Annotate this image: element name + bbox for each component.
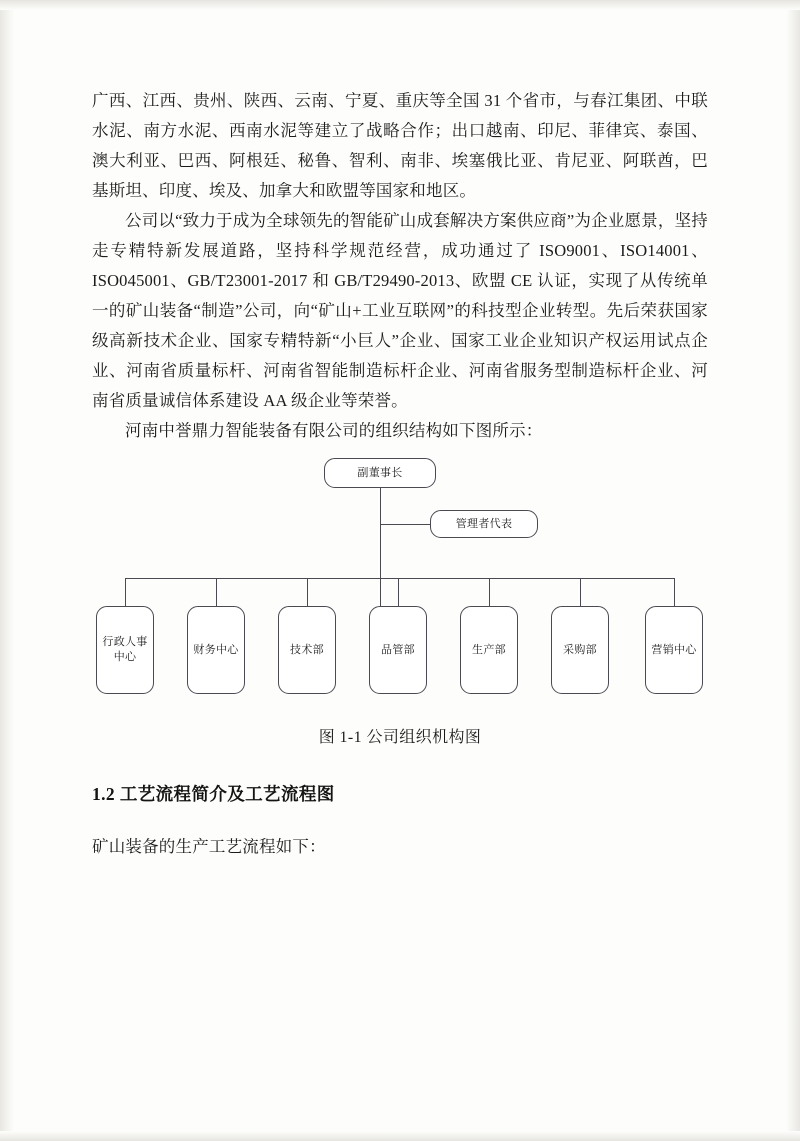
page-edge-shadow-bottom	[0, 1131, 800, 1141]
connector-drop-7	[674, 578, 675, 606]
page-edge-shadow-top	[0, 0, 800, 10]
paragraph-closing: 矿山装备的生产工艺流程如下：	[92, 837, 326, 856]
paragraph-3: 河南中誉鼎力智能装备有限公司的组织结构如下图所示：	[125, 421, 543, 440]
connector-bus	[125, 578, 674, 579]
page-edge-shadow-right	[786, 0, 800, 1141]
paragraph-2: 公司以“致力于成为全球领先的智能矿山成套解决方案供应商”为企业愿景，坚持走专精特新发展道路，坚持科学规范经营，成功通过了 ISO9001、ISO14001、ISO045001、GB/T23001-2017 和 GB/T29490-2013、欧盟 CE 认证，实现了从传统单一的矿山装备“制造”公司，向“矿山+工业互联网”的科技型企业转型。先后荣获国家级高新技术企业、国家专精特新“小巨人”企业、国家工业企业知识产权运用试点企业、河南省质量标杆、河南省智能制造标杆企业、河南省服务型制造标杆企业、河南省质量诚信体系建设 AA 级企业等荣誉。	[92, 211, 708, 410]
document-body	[92, 86, 708, 862]
connector-trunk	[380, 488, 381, 610]
org-node-leaf-7: 营销中心	[645, 606, 703, 694]
connector-drop-4	[398, 578, 399, 606]
page-edge-shadow-left	[0, 0, 14, 1141]
org-node-leaf-4: 品管部	[369, 606, 427, 694]
connector-drop-1	[125, 578, 126, 606]
org-chart-figure	[92, 458, 708, 708]
org-node-leaf-1: 行政人事中心	[96, 606, 154, 694]
figure-caption: 图 1-1 公司组织机构图	[318, 729, 482, 746]
org-node-management-rep: 管理者代表	[430, 510, 538, 538]
connector-drop-2	[216, 578, 217, 606]
connector-drop-3	[307, 578, 308, 606]
paragraph-1: 广西、江西、贵州、陕西、云南、宁夏、重庆等全国 31 个省市，与春江集团、中联水泥、南方水泥、西南水泥等建立了战略合作；出口越南、印尼、菲律宾、泰国、澳大利亚、巴西、阿根廷、秘鲁、智利、南非、埃塞俄比亚、肯尼亚、阿联酋，巴基斯坦、印度、埃及、加拿大和欧盟等国家和地区。	[92, 91, 708, 200]
org-node-leaf-6: 采购部	[551, 606, 609, 694]
connector-drop-6	[580, 578, 581, 606]
org-node-leaf-3: 技术部	[278, 606, 336, 694]
org-node-leaf-5: 生产部	[460, 606, 518, 694]
org-node-top: 副董事长	[324, 458, 436, 488]
connector-drop-5	[489, 578, 490, 606]
org-node-leaf-2: 财务中心	[187, 606, 245, 694]
connector-to-rep	[380, 524, 430, 525]
section-heading-1-2: 1.2 工艺流程简介及工艺流程图	[92, 784, 335, 804]
